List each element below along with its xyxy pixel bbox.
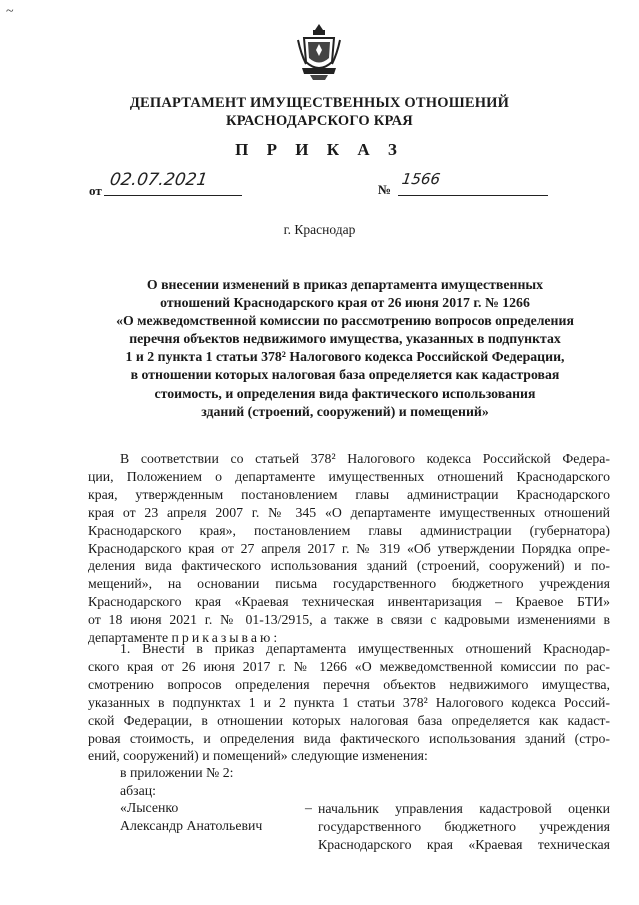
preamble-line: ции, Положением о департаменте имущественных отношений Краснодарского bbox=[88, 468, 610, 484]
person-dash: – bbox=[305, 800, 312, 815]
preamble-line: от 18 июня 2021 г. № 01-13/2915, а также в связи с кадровыми изменениями в bbox=[88, 612, 610, 628]
order-title bbox=[80, 276, 610, 421]
preamble-line: Краснодарского края от 27 апреля 2017 г. № 319 «Об утверждении Порядка опре- bbox=[88, 540, 610, 556]
number-handwritten: 1566 bbox=[400, 170, 442, 188]
item1-line: ской Федерации, в отношении которых налоговая база определяется как кадаст- bbox=[88, 712, 610, 728]
preamble-line: деления вида фактического использования зданий (строений, сооружений) и по- bbox=[88, 558, 610, 574]
department-name-line2: КРАСНОДАРСКОГО КРАЯ bbox=[226, 113, 413, 129]
preamble-last-prefix: департаменте bbox=[88, 630, 169, 646]
corner-mark: ~ bbox=[6, 4, 14, 19]
preamble-line: края от 23 апреля 2007 г. № 345 «О департаменте имущественных отношений bbox=[88, 504, 610, 520]
item1-line: ровая стоимость, и определения вида фактического использования зданий (стро- bbox=[88, 730, 610, 746]
item1-line: смотрению вопросов определения перечня объектов недвижимого имущества, bbox=[88, 676, 610, 692]
number-underline bbox=[398, 195, 548, 196]
item1-line: указанных в подпунктах 1 и 2 пункта 1 статьи 378² Налогового кодекса Россий- bbox=[88, 694, 610, 710]
item-1-paragraph bbox=[88, 640, 610, 765]
date-label: от bbox=[89, 183, 102, 198]
item1-last-line: ений, сооружений) и помещений» следующие изменения: bbox=[88, 748, 428, 764]
date-underline bbox=[104, 195, 242, 196]
department-name-line1: ДЕПАРТАМЕНТ ИМУЩЕСТВЕННЫХ ОТНОШЕНИЙ bbox=[129, 95, 510, 111]
title-line: перечня объектов недвижимого имущества, указанных в подпунктах bbox=[129, 331, 561, 347]
number-label: № bbox=[378, 182, 392, 197]
person-given-names: Александр Анатольевич bbox=[120, 818, 263, 833]
appendix-label: в приложении № 2: bbox=[120, 765, 234, 780]
title-line: в отношении которых налоговая база определяется как кадастровая bbox=[130, 367, 560, 383]
title-line: «О межведомственной комиссии по рассмотрению вопросов определения bbox=[116, 313, 574, 329]
document-type: П Р И К А З bbox=[235, 140, 404, 159]
title-line: зданий (строений, сооружений) и помещений» bbox=[201, 403, 489, 419]
person-surname: «Лысенко bbox=[120, 800, 179, 815]
position-line: начальник управления кадастровой оценки bbox=[318, 801, 610, 816]
krasnodar-coat-of-arms-icon bbox=[296, 22, 342, 82]
preamble-line: края, утвержденным постановлением главы администрации Краснодарского bbox=[88, 486, 610, 502]
preamble-line: Краснодарского края «Краевая техническая инвентаризация – Краевое БТИ» bbox=[88, 594, 610, 610]
preamble-line: Краснодарского края», постановлением главы администрации (губернатора) bbox=[88, 522, 610, 538]
title-line: стоимость, и определения вида фактического использования bbox=[154, 385, 536, 401]
title-line: О внесении изменений в приказ департамента имущественных bbox=[146, 277, 544, 292]
title-line: 1 и 2 пункта 1 статьи 378² Налогового кодекса Российской Федерации, bbox=[125, 349, 565, 365]
date-handwritten: 02.07.2021 bbox=[108, 170, 209, 190]
person-position bbox=[318, 800, 610, 854]
order-keyword: приказываю: bbox=[171, 630, 281, 646]
item1-line: 1. Внести в приказ департамента имущественных отношений Краснодар- bbox=[120, 641, 610, 656]
item1-line: ского края от 26 июня 2017 г. № 1266 «О межведомственной комиссии по рас- bbox=[88, 658, 610, 674]
title-line: отношений Краснодарского края от 26 июня 2017 г. № 1266 bbox=[160, 295, 530, 311]
preamble-line: мещений», на основании письма государственного бюджетного учреждения bbox=[88, 576, 610, 592]
position-line: Краснодарского края «Краевая техническая bbox=[318, 836, 610, 852]
position-line: государственного бюджетного учреждения bbox=[318, 818, 610, 834]
preamble-paragraph bbox=[88, 450, 610, 647]
city: г. Краснодар bbox=[283, 222, 356, 237]
preamble-line: В соответствии со статьей 378² Налогового кодекса Российской Федера- bbox=[120, 451, 610, 466]
paragraph-label: абзац: bbox=[120, 783, 156, 798]
